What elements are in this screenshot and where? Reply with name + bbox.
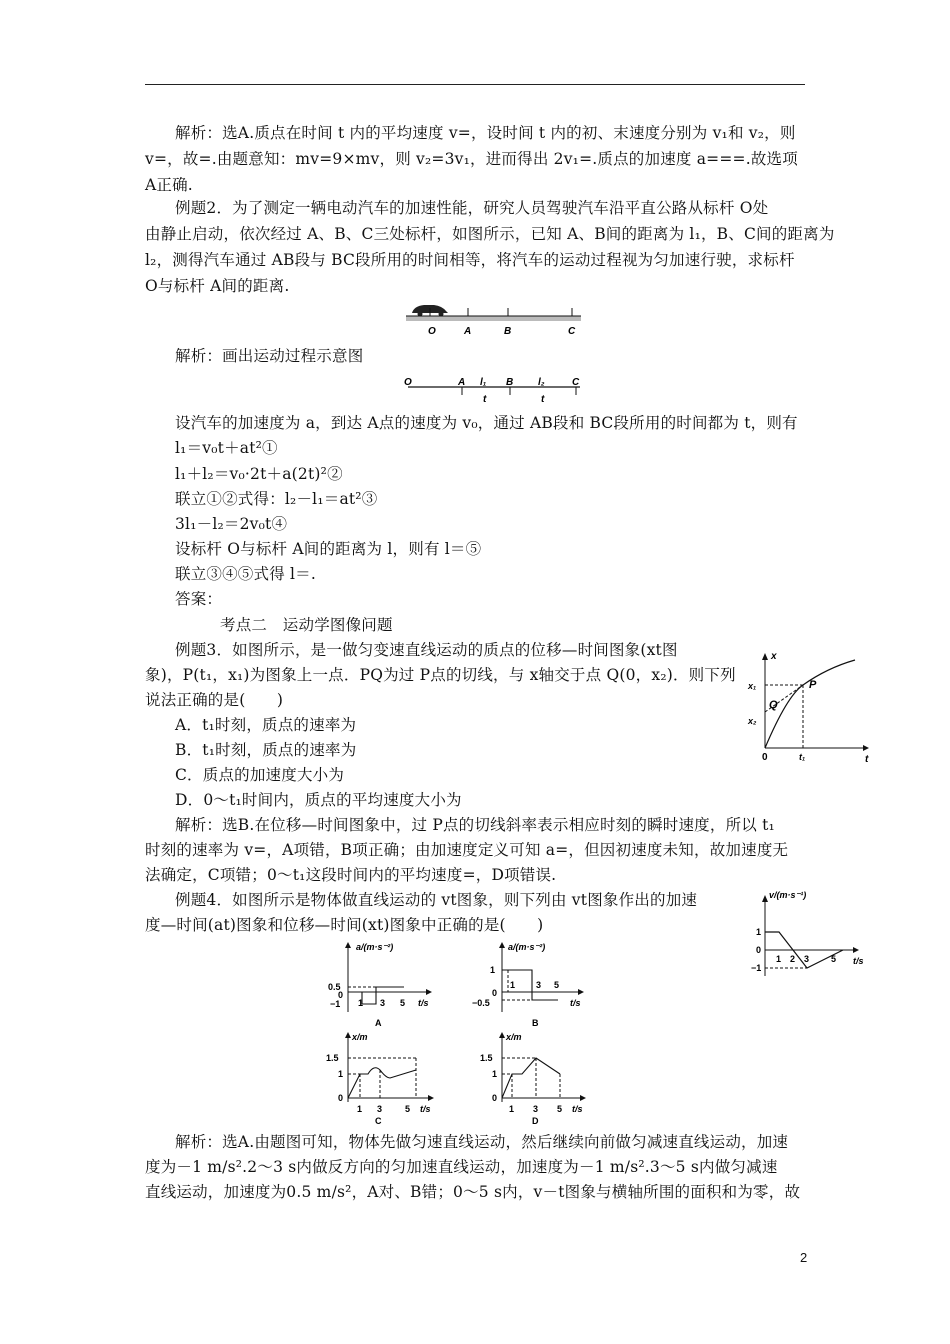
tick-t1: t₁ [799, 752, 806, 762]
c-xtick: 1 [357, 1104, 363, 1114]
text-line: 解析：画出运动过程示意图 [175, 347, 364, 365]
vt-xtick: 3 [804, 954, 810, 964]
d-xtick: 1 [509, 1104, 515, 1114]
text-line: 设标杆 O与标杆 A间的距离为 l，则有 l＝⑤ [175, 540, 482, 558]
a-xtick: 3 [380, 998, 386, 1008]
d-ylabel: x/m [506, 1032, 522, 1042]
text-line: 解析：选B.在位移—时间图象中，过 P点的切线斜率表示相应时刻的瞬时速度，所以 t₁ [175, 816, 775, 834]
text-line: 法确定，C项错；0～t₁这段时间内的平均速度=，D项错误. [145, 866, 557, 884]
vt-ylabel: v/(m·s⁻¹) [769, 890, 807, 900]
point-c: C [572, 377, 580, 388]
text-line: 由静止启动，依次经过 A、B、C三处标杆，如图所示，已知 A、B间的距离为 l₁，B、C间的距离为 [145, 225, 835, 243]
segment-l2: l₂ [538, 377, 545, 388]
vt-xtick: 5 [831, 954, 837, 964]
motion-scheme [400, 370, 590, 410]
d-caption: D [532, 1116, 539, 1125]
a-ylabel: a/(m·s⁻²) [356, 942, 394, 952]
a-caption: A [375, 1018, 382, 1028]
text-line: 联立③④⑤式得 l＝. [175, 565, 317, 583]
option-d: D．0～t₁时间内，质点的平均速度大小为 [175, 791, 462, 809]
a-ytick: 0 [338, 990, 344, 1000]
point-q: Q [769, 699, 778, 711]
point-o: O [404, 377, 412, 388]
a-xtick: 5 [400, 998, 406, 1008]
c-ytick: 1 [338, 1069, 344, 1079]
b-ylabel: a/(m·s⁻²) [508, 942, 546, 952]
vt-xlabel: t/s [853, 956, 864, 966]
graph-option-d [470, 1030, 610, 1125]
label-o: O [428, 326, 436, 337]
vt-graph [745, 890, 875, 980]
equation: l₁＝v₀t＋at²① [175, 439, 278, 457]
c-xtick: 3 [377, 1104, 383, 1114]
b-xtick: 3 [536, 980, 542, 990]
vt-ytick: −1 [751, 963, 762, 973]
equation: l₁＋l₂＝v₀·2t＋a(2t)²② [175, 465, 343, 483]
text-line: 设汽车的加速度为 a，到达 A点的速度为 v₀，通过 AB段和 BC段所用的时间都为 t，则有 [175, 414, 798, 432]
b-ytick: 0 [492, 988, 498, 998]
label-b: B [504, 326, 512, 337]
d-ytick: 1 [492, 1069, 498, 1079]
b-xlabel: t/s [570, 998, 581, 1008]
road-surface [406, 316, 581, 321]
time-label: t [541, 394, 545, 405]
text-line: O与标杆 A间的距离. [145, 277, 290, 295]
tick-x1: x₁ [748, 681, 757, 691]
time-label: t [483, 394, 487, 405]
c-ylabel: x/m [352, 1032, 368, 1042]
vt-xtick: 1 [776, 954, 782, 964]
c-xtick: 5 [405, 1104, 411, 1114]
c-curve [348, 1068, 416, 1098]
xt-graph [745, 650, 875, 770]
text-line: 解析：选A.质点在时间 t 内的平均速度 v=，设时间 t 内的初、末速度分别为 v₁和 v₂，则 [175, 124, 796, 142]
text-line: 答案： [175, 590, 223, 608]
text-line: 例题4．如图所示是物体做直线运动的 vt图象，则下列由 vt图象作出的加速 [175, 891, 698, 909]
segment-l1: l₁ [480, 377, 487, 388]
vt-xtick: 2 [790, 954, 796, 964]
c-xlabel: t/s [420, 1104, 431, 1114]
label-c: C [568, 326, 576, 337]
d-xtick: 5 [557, 1104, 563, 1114]
a-ytick: 0.5 [328, 982, 341, 992]
header-rule [145, 84, 805, 85]
b-ytick: −0.5 [472, 998, 490, 1008]
road-figure [400, 296, 590, 340]
label-a: A [464, 326, 472, 337]
d-xtick: 3 [533, 1104, 539, 1114]
b-xtick: 1 [510, 980, 516, 990]
option-b: B．t₁时刻，质点的速率为 [175, 741, 357, 759]
a-ytick: −1 [330, 999, 341, 1009]
axis-x-label: x [771, 651, 777, 662]
a-xlabel: t/s [418, 998, 429, 1008]
point-p: P [809, 679, 817, 691]
d-curve [502, 1058, 560, 1098]
text-line: 度为－1 m/s².2～3 s内做反方向的匀加速直线运动，加速度为－1 m/s².3～5 s内做匀减速 [145, 1158, 778, 1176]
text-line: 例题2．为了测定一辆电动汽车的加速性能，研究人员驾驶汽车沿平直公路从标杆 O处 [175, 199, 769, 217]
graph-option-c [318, 1030, 458, 1125]
text-line: 例题3．如图所示，是一做匀变速直线运动的质点的位移—时间图象(xt图 [175, 641, 678, 659]
b-ytick: 1 [490, 965, 496, 975]
text-line: 说法正确的是( ) [145, 691, 284, 709]
section-heading: 考点二 运动学图像问题 [220, 616, 393, 634]
option-c: C．质点的加速度大小为 [175, 766, 345, 784]
b-caption: B [532, 1018, 539, 1028]
text-line: 度—时间(at)图象和位移—时间(xt)图象中正确的是( ) [145, 916, 544, 934]
page-number: 2 [800, 1250, 808, 1265]
vt-ytick: 1 [756, 927, 762, 937]
equation: 3l₁－l₂＝2v₀t④ [175, 515, 288, 533]
point-b: B [506, 377, 514, 388]
vt-ytick: 0 [756, 945, 762, 955]
equation: 联立①②式得：l₂－l₁＝at²③ [175, 490, 378, 508]
text-line: 直线运动，加速度为0.5 m/s²，A对、B错；0～5 s内，v－t图象与横轴所围的面积和为零，故 [145, 1183, 801, 1201]
a-xtick: 1 [358, 998, 364, 1008]
tick-x2: x₂ [748, 716, 757, 726]
text-line: 时刻的速率为 v=，A项错，B项正确；由加速度定义可知 a=，但因初速度未知，故加速度无 [145, 841, 789, 859]
graph-option-b [470, 940, 610, 1030]
c-ytick: 0 [338, 1093, 344, 1103]
d-ytick: 0 [492, 1093, 498, 1103]
graph-option-a [318, 940, 458, 1030]
text-line: v=，故=.由题意知：mv=9×mv，则 v₂=3v₁，进而得出 2v₁=.质点的加速度 a===.故选项 [145, 150, 798, 168]
text-line: 象)，P(t₁，x₁)为图象上一点．PQ为过 P点的切线，与 x轴交于点 Q(0，x₂)．则下列 [145, 666, 736, 684]
d-ytick: 1.5 [480, 1053, 493, 1063]
axis-t-label: t [865, 754, 869, 765]
option-a: A．t₁时刻，质点的速率为 [175, 716, 357, 734]
c-caption: C [375, 1116, 382, 1125]
b-xtick: 5 [554, 980, 560, 990]
text-line: A正确. [145, 176, 193, 194]
d-xlabel: t/s [572, 1104, 583, 1114]
point-a: A [458, 377, 466, 388]
xt-curve [765, 660, 855, 748]
c-ytick: 1.5 [326, 1053, 339, 1063]
origin-label: 0 [762, 752, 768, 763]
text-line: 解析：选A.由题图可知，物体先做匀速直线运动，然后继续向前做匀减速直线运动，加速 [175, 1133, 789, 1151]
text-line: l₂，测得汽车通过 AB段与 BC段所用的时间相等，将汽车的运动过程视为匀加速行驶，求标杆 [145, 251, 795, 269]
